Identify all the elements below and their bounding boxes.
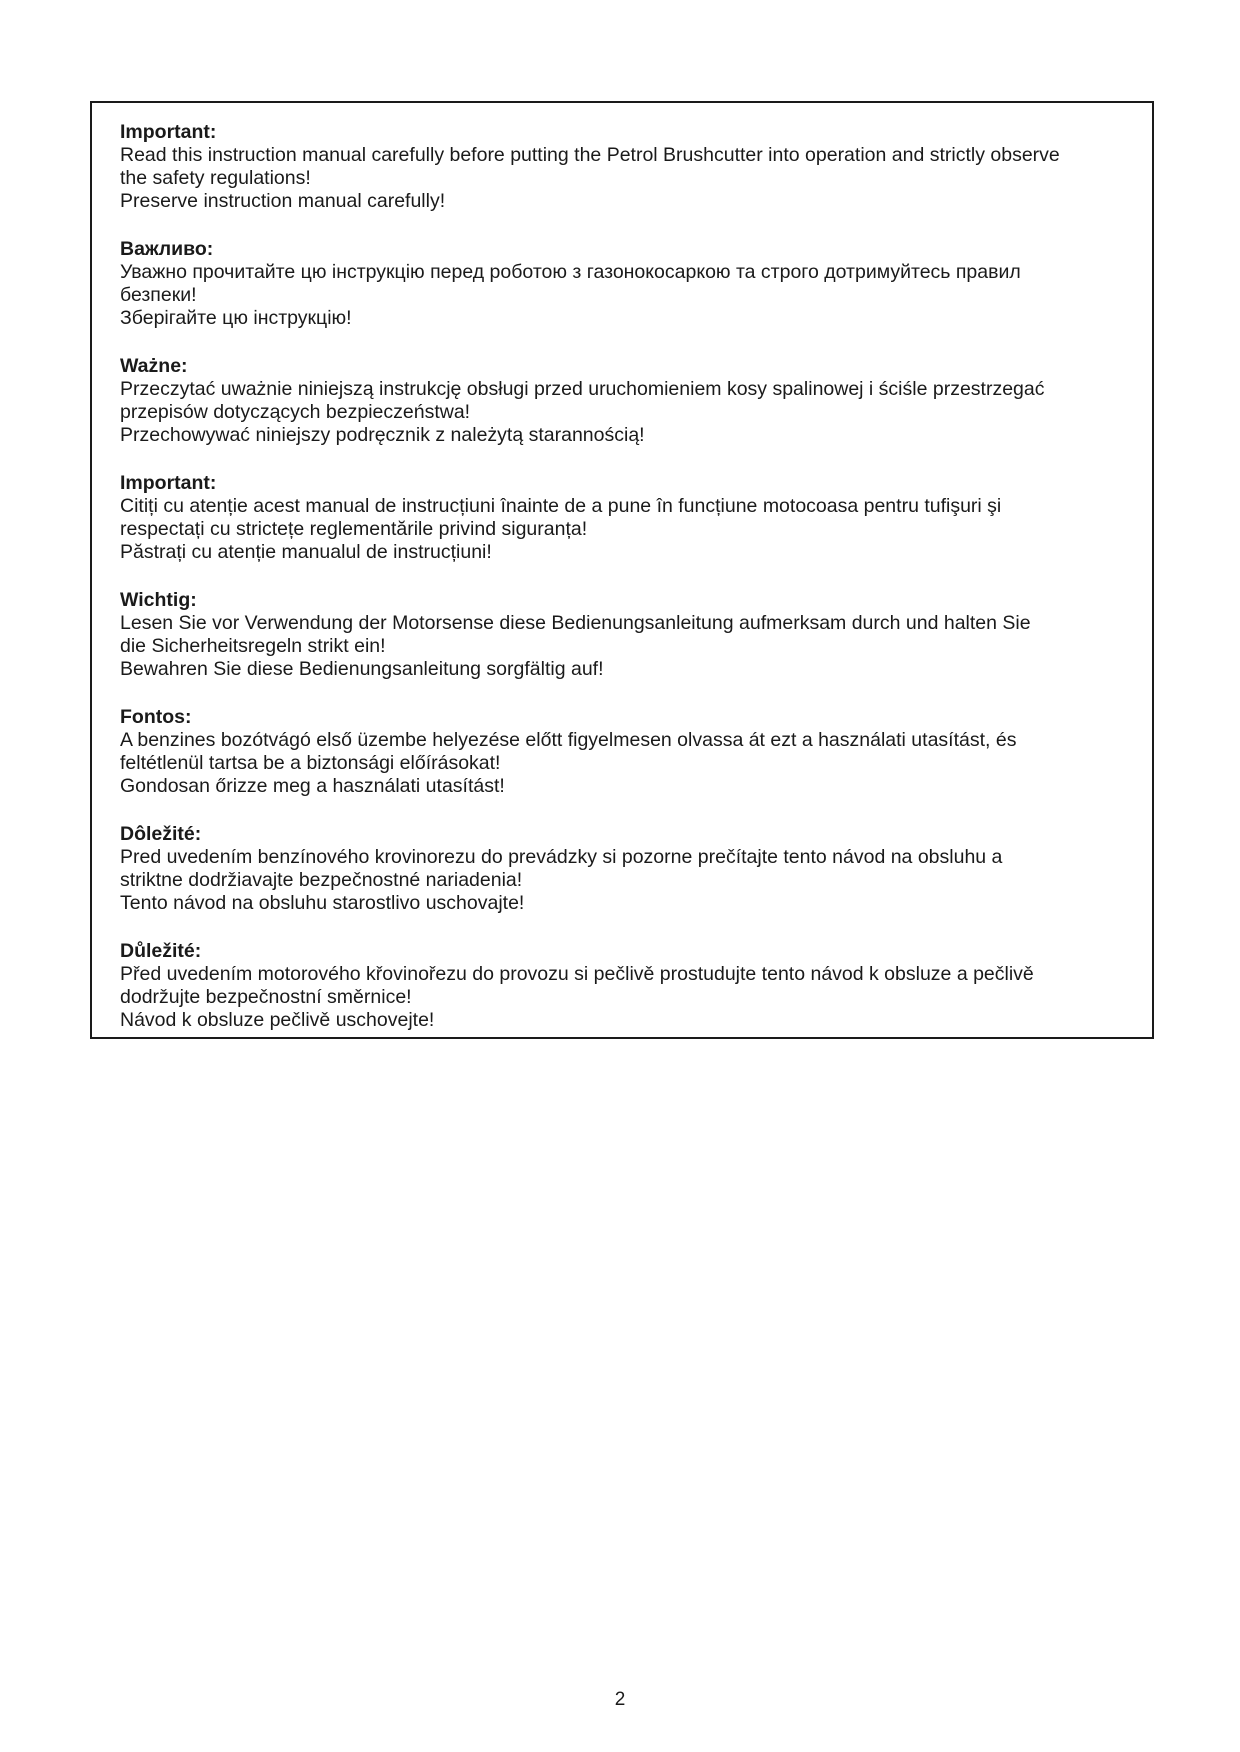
safety-notice-box xyxy=(90,101,1154,1039)
section-line: die Sicherheitsregeln strikt ein! xyxy=(120,635,386,657)
notice-section-ro xyxy=(120,472,1126,564)
section-heading: Important: xyxy=(120,472,217,494)
section-heading: Fontos: xyxy=(120,706,192,728)
notice-section-sk xyxy=(120,823,1126,915)
section-heading: Důležité: xyxy=(120,940,202,962)
section-line: Gondosan őrizze meg a használati utasítást! xyxy=(120,775,505,797)
page-number: 2 xyxy=(614,1689,626,1710)
section-line: Před uvedením motorového křovinořezu do provozu si pečlivě prostudujte tento návod k obsluze a pečlivě xyxy=(120,963,1034,985)
section-line: Preserve instruction manual carefully! xyxy=(120,190,446,212)
section-line: Návod k obsluze pečlivě uschovejte! xyxy=(120,1009,435,1031)
section-heading: Wichtig: xyxy=(120,589,197,611)
section-line: Tento návod na obsluhu starostlivo uschovajte! xyxy=(120,892,525,914)
section-heading: Dôležité: xyxy=(120,823,202,845)
section-line: Read this instruction manual carefully before putting the Petrol Brushcutter into operation and strictly observe xyxy=(120,144,1060,166)
section-line: Lesen Sie vor Verwendung der Motorsense diese Bedienungsanleitung aufmerksam durch und halten Sie xyxy=(120,612,1031,634)
section-line: the safety regulations! xyxy=(120,167,311,189)
section-line: Pred uvedením benzínového krovinorezu do prevádzky si pozorne prečítajte tento návod na obsluhu a xyxy=(120,846,1003,868)
section-line: Уважно прочитайте цю інструкцію перед роботою з газонокосаркою та строго дотримуйтесь правил xyxy=(120,261,1021,283)
section-heading: Ważne: xyxy=(120,355,188,377)
notice-section-uk xyxy=(120,238,1126,330)
section-line: Citiți cu atenție acest manual de instrucțiuni înainte de a pune în funcțiune motocoasa pentru tufişuri şi xyxy=(120,495,1002,517)
section-line: przepisów dotyczących bezpieczeństwa! xyxy=(120,401,471,423)
notice-section-hu xyxy=(120,706,1126,798)
section-line: Bewahren Sie diese Bedienungsanleitung sorgfältig auf! xyxy=(120,658,604,680)
section-line: безпеки! xyxy=(120,284,197,306)
section-line: feltétlenül tartsa be a biztonsági előírásokat! xyxy=(120,752,501,774)
section-line: Przeczytać uważnie niniejszą instrukcję obsługi przed uruchomieniem kosy spalinowej i ściśle przestrzegać xyxy=(120,378,1045,400)
section-heading: Важливо: xyxy=(120,238,214,260)
section-line: dodržujte bezpečnostní směrnice! xyxy=(120,986,412,1008)
section-line: Przechowywać niniejszy podręcznik z należytą starannością! xyxy=(120,424,645,446)
section-line: Зберігайте цю інструкцію! xyxy=(120,307,352,329)
section-line: striktne dodržiavajte bezpečnostné nariadenia! xyxy=(120,869,523,891)
notice-section-cs xyxy=(120,940,1126,1032)
notice-section-de xyxy=(120,589,1126,681)
section-line: respectați cu strictețe reglementările privind siguranța! xyxy=(120,518,588,540)
section-line: A benzines bozótvágó első üzembe helyezése előtt figyelmesen olvassa át ezt a használati utasítást, és xyxy=(120,729,1017,751)
notice-section-en xyxy=(120,121,1126,213)
notice-section-pl xyxy=(120,355,1126,447)
section-line: Păstrați cu atenție manualul de instrucțiuni! xyxy=(120,541,492,563)
section-heading: Important: xyxy=(120,121,217,143)
